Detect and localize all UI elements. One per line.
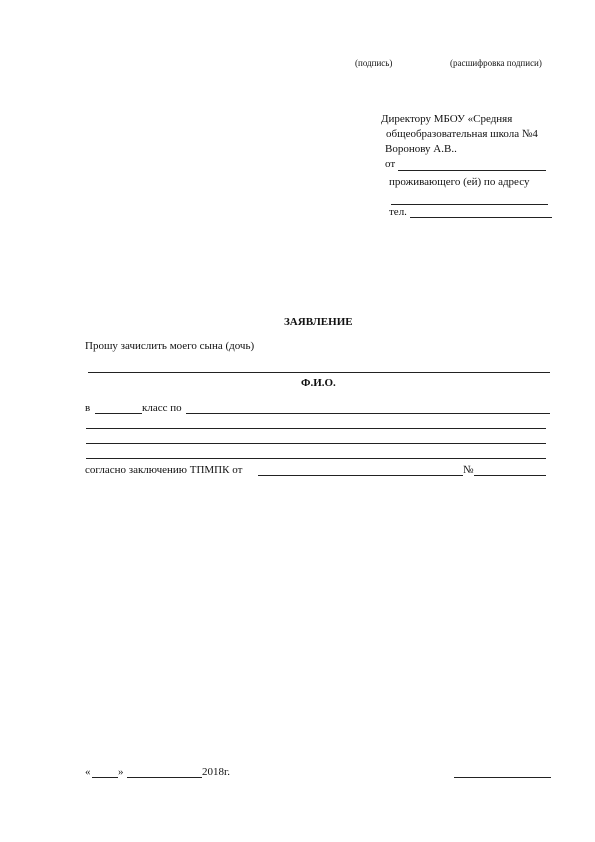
phone-label: тел. (389, 206, 407, 218)
conclusion-date-field-line[interactable] (258, 475, 463, 476)
addressee-line-1: Директору МБОУ «Средняя (381, 113, 513, 125)
from-label: от (385, 158, 396, 170)
program-field-line-3[interactable] (86, 443, 546, 444)
addressee-line-3: Воронову А.В.. (385, 143, 457, 155)
class-program-label: класс по (142, 402, 182, 414)
program-field-line[interactable] (186, 413, 550, 414)
signature-caption: (подпись) (355, 58, 393, 68)
signature-decoding-caption: (расшифровка подписи) (450, 58, 542, 68)
address-field-line[interactable] (391, 204, 548, 205)
date-close-quote: » (118, 766, 124, 778)
number-sign: № (463, 464, 474, 476)
fio-caption: Ф.И.О. (301, 377, 336, 389)
phone-field-line[interactable] (410, 217, 552, 218)
request-text: Прошу зачислить моего сына (дочь) (85, 340, 255, 352)
addressee-line-2: общеобразовательная школа №4 (386, 128, 538, 140)
program-field-line-4[interactable] (86, 458, 546, 459)
child-name-field-line[interactable] (88, 372, 550, 373)
residing-label: проживающего (ей) по адресу (389, 176, 530, 188)
year-suffix: 2018г. (202, 766, 231, 778)
conclusion-label: согласно заключению ТПМПК от (85, 464, 243, 476)
month-field-line[interactable] (127, 777, 202, 778)
day-field-line[interactable] (92, 777, 118, 778)
signature-field-line[interactable] (454, 777, 551, 778)
class-number-field-line[interactable] (95, 413, 142, 414)
conclusion-number-field-line[interactable] (474, 475, 546, 476)
program-field-line-2[interactable] (86, 428, 546, 429)
date-open-quote: « (85, 766, 91, 778)
class-in-label: в (85, 402, 91, 414)
document-title: ЗАЯВЛЕНИЕ (284, 316, 353, 328)
from-field-line[interactable] (398, 170, 546, 171)
